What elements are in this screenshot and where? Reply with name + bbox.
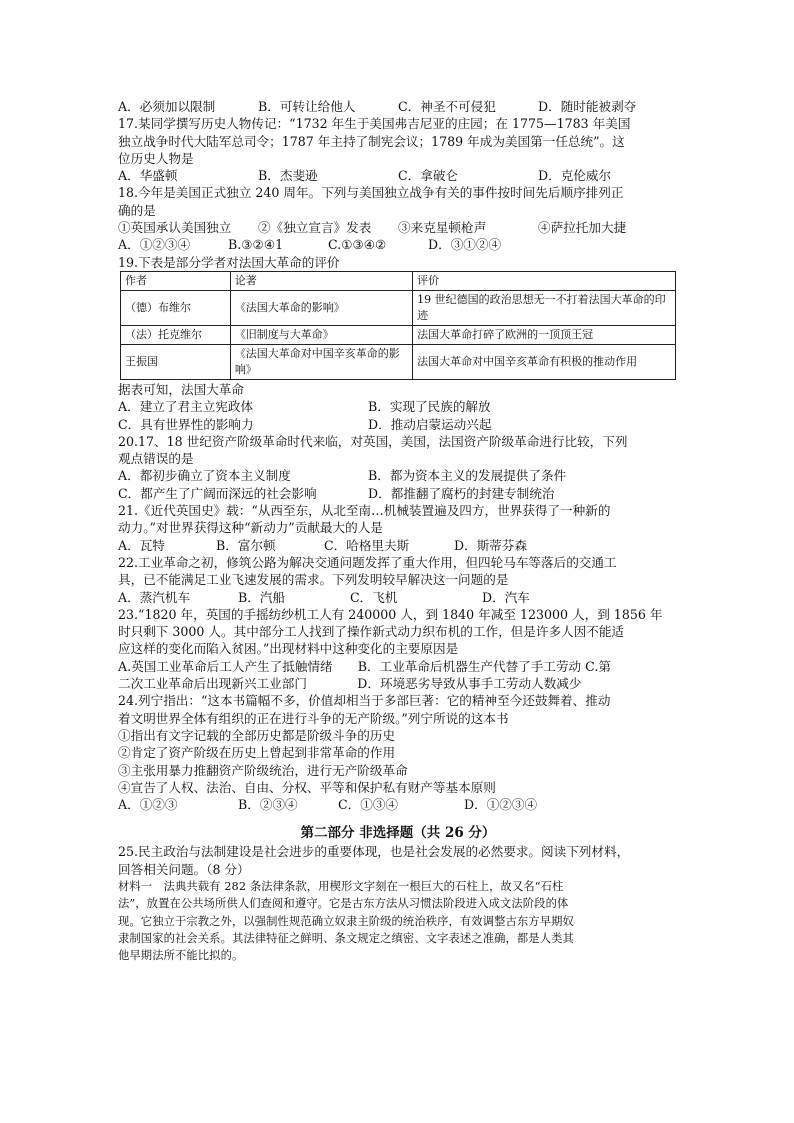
q16-option-d: D．随时能被剥夺 [538, 99, 637, 114]
q20-option-c: C．都产生了广阔而深远的社会影响 [118, 485, 317, 501]
material-line: 法”，放置在公共场所供人们查阅和遵守。它是古东方法从习惯法阶段进入成文法阶段的体 [118, 897, 569, 911]
q18-event-2: ②《独立宣言》发表 [258, 220, 372, 236]
material-one [118, 878, 678, 964]
q21-option-d: D．斯蒂芬森 [454, 537, 528, 553]
q21-options [118, 537, 678, 554]
q17-option-c: C．拿破仑 [398, 168, 459, 184]
material-line: 隶制国家的社会关系。其法律特征之鲜明、条文规定之缜密、文字表述之准确，都是人类其 [118, 931, 574, 945]
q18-options [118, 236, 678, 253]
q18-events [118, 219, 678, 236]
q18-option-b: B.③②④1 [228, 237, 284, 253]
q16-options [118, 98, 678, 115]
q18-line-2: 确的是 [118, 202, 156, 218]
q16-option-c: C．神圣不可侵犯 [398, 99, 496, 114]
exam-page [118, 98, 678, 964]
q18-option-c: C.①③④② [328, 237, 387, 253]
q22-option-a: A．蒸汽机车 [118, 589, 191, 605]
q21-option-c: C．哈格里夫斯 [324, 537, 410, 553]
q19-option-c: C．具有世界性的影响力 [118, 416, 254, 432]
table-cell-eval: 法国大革命对中国辛亥革命有积极的推动作用 [413, 344, 676, 379]
table-header-row [121, 271, 676, 290]
q19-option-d: D．推动启蒙运动兴起 [368, 416, 492, 432]
table-header-work: 论著 [230, 271, 412, 290]
q19-options-row-1 [118, 398, 678, 415]
table-row [121, 290, 676, 325]
section-title: 第二部分 非选择题（共 26 分） [300, 825, 496, 842]
q24-options [118, 796, 678, 813]
q19-title: 19.下表是部分学者对法国大革命的评价 [118, 254, 340, 270]
q22-options [118, 589, 678, 606]
q19-option-b: B．实现了民族的解放 [368, 399, 491, 415]
q21-line-2: 动力。”对世界获得这种“新动力”贡献最大的人是 [118, 520, 383, 536]
q20-option-d: D．都推翻了腐朽的封建专制统治 [368, 485, 555, 501]
q21-line-1: 21.《近代英国史》载：“从西至东，从北至南…机械装置遍及四方，世界获得了一种新的 [118, 503, 611, 519]
q22-line-2: 具，已不能满足工业飞速发展的需求。下列发明较早解决这一问题的是 [118, 572, 509, 588]
q19-stem: 据表可知，法国大革命 [118, 381, 244, 397]
q17-options [118, 167, 678, 184]
q20-options-row-1 [118, 467, 678, 484]
q24-line-2: 着文明世界全体有组织的正在进行斗争的无产阶级。”列宁所说的这本书 [118, 710, 509, 726]
q24-item-2: ②肯定了资产阶级在历史上曾起到非常革命的作用 [118, 745, 396, 761]
q22-option-b: B．汽船 [238, 589, 286, 605]
q19-option-a: A．建立了君主立宪政体 [118, 399, 254, 415]
q24-option-a: A．①②③ [118, 797, 178, 813]
table-cell-author: （法）托克维尔 [121, 325, 231, 344]
q25-line-2: 回答相关问题。（8 分） [118, 861, 250, 877]
q18-event-4: ④萨拉托加大捷 [538, 220, 627, 236]
q18-line-1: 18.今年是美国正式独立 240 周年。下列与美国独立战争有关的事件按时间先后顺序排列正 [118, 185, 624, 201]
q18-event-3: ③来克星顿枪声 [398, 220, 487, 236]
q17-line-3: 位历史人物是 [118, 150, 194, 166]
q25-line-1: 25.民主政治与法制建设是社会进步的重要体现，也是社会发展的必然要求。阅读下列材料， [118, 844, 630, 860]
material-line: 他早期法所不能比拟的。 [118, 949, 244, 963]
q20-line-2: 观点错误的是 [118, 451, 194, 467]
q23-line-2: 时只剩下 3000 人。其中部分工人找到了操作新式动力织布机的工作，但是许多人因不能适 [118, 624, 625, 640]
q20-options-row-2 [118, 485, 678, 502]
material-line: 材料一 法典共载有 282 条法律条款，用楔形文字刻在一根巨大的石柱上，故又名“石柱 [118, 879, 564, 893]
table-cell-eval: 法国大革命打碎了欧洲的一顶顶王冠 [413, 325, 676, 344]
table-cell-eval: 19 世纪德国的政治思想无一不打着法国大革命的印迹 [413, 290, 676, 325]
table-cell-work: 《法国大革命对中国辛亥革命的影响》 [230, 344, 412, 379]
q17-line-2: 独立战争时代大陆军总司令；1787 年主持了制宪会议；1789 年成为美国第一任总统”。这 [118, 133, 625, 149]
q22-option-d: D．汽车 [482, 589, 530, 605]
q22-option-c: C．飞机 [350, 589, 398, 605]
q17-line-1: 17.某同学撰写历史人物传记：“1732 年生于美国弗吉尼亚的庄园；在 1775—1783 年美国 [118, 116, 631, 132]
table-row [121, 325, 676, 344]
q21-option-a: A．瓦特 [118, 537, 165, 553]
q24-item-3: ③主张用暴力推翻资产阶级统治，进行无产阶级革命 [118, 762, 408, 778]
q17-option-a: A．华盛顿 [118, 168, 178, 184]
q24-option-d: D．①②③④ [464, 797, 538, 813]
table-header-eval: 评价 [413, 271, 676, 290]
q16-option-b: B．可转让给他人 [258, 99, 356, 114]
q24-option-b: B．②③④ [238, 797, 298, 813]
q19-options-row-2 [118, 416, 678, 433]
evaluation-table [120, 271, 676, 380]
q24-item-4: ④宣告了人权、法治、自由、分权、平等和保护私有财产等基本原则 [118, 779, 496, 795]
table-row [121, 344, 676, 379]
q20-option-a: A．都初步确立了资本主义制度 [118, 468, 291, 484]
q23-line-1: 23.“1820 年，英国的手摇纺纱机工人有 240000 人，到 1840 年减至 123000 人，到 1856 年 [118, 606, 663, 622]
q17-option-b: B．杰斐逊 [258, 168, 318, 184]
q17-option-d: D．克伦威尔 [538, 168, 612, 184]
q18-event-1: ①英国承认美国独立 [118, 220, 232, 236]
q24-item-1: ①指出有文字记载的全部历史都是阶级斗争的历史 [118, 727, 396, 743]
q16-option-a: A．必须加以限制 [118, 99, 216, 114]
q24-option-c: C．①③④ [338, 797, 399, 813]
q21-option-b: B．富尔顿 [216, 537, 276, 553]
table-cell-work: 《法国大革命的影响》 [230, 290, 412, 325]
table-cell-author: 王振国 [121, 344, 231, 379]
q20-line-1: 20.17、18 世纪资产阶级革命时代来临，对英国，美国，法国资产阶级革命进行比较，下列 [118, 433, 628, 449]
material-line: 现。它独立于宗教之外，以强制性规范确立奴隶主阶级的统治秩序，有效调整古东方早期奴 [118, 914, 574, 928]
table-cell-author: （德）布维尔 [121, 290, 231, 325]
q20-option-b: B．都为资本主义的发展提供了条件 [368, 468, 567, 484]
q18-option-d: D．③①②④ [428, 237, 502, 253]
table-cell-work: 《旧制度与大革命》 [230, 325, 412, 344]
table-header-author: 作者 [121, 271, 231, 290]
q23-options-line-1: A.英国工业革命后工人产生了抵触情绪 B．工业革命后机器生产代替了手工劳动 C.第 [118, 658, 611, 674]
q18-option-a: A．①②③④ [118, 237, 191, 253]
q24-line-1: 24.列宁指出：“这本书篇幅不多，价值却相当于多部巨著：它的精神至今还鼓舞着、推动 [118, 693, 611, 709]
q22-line-1: 22.工业革命之初，修筑公路为解决交通问题发挥了重大作用，但四轮马车等落后的交通工 [118, 554, 617, 570]
q23-options-line-2: 二次工业革命后出现新兴工业部门 D．环境恶劣导致从事手工劳动人数减少 [118, 676, 582, 692]
q23-line-3: 应这样的变化而陷入贫困。”出现材料中这种变化的主要原因是 [118, 641, 459, 657]
